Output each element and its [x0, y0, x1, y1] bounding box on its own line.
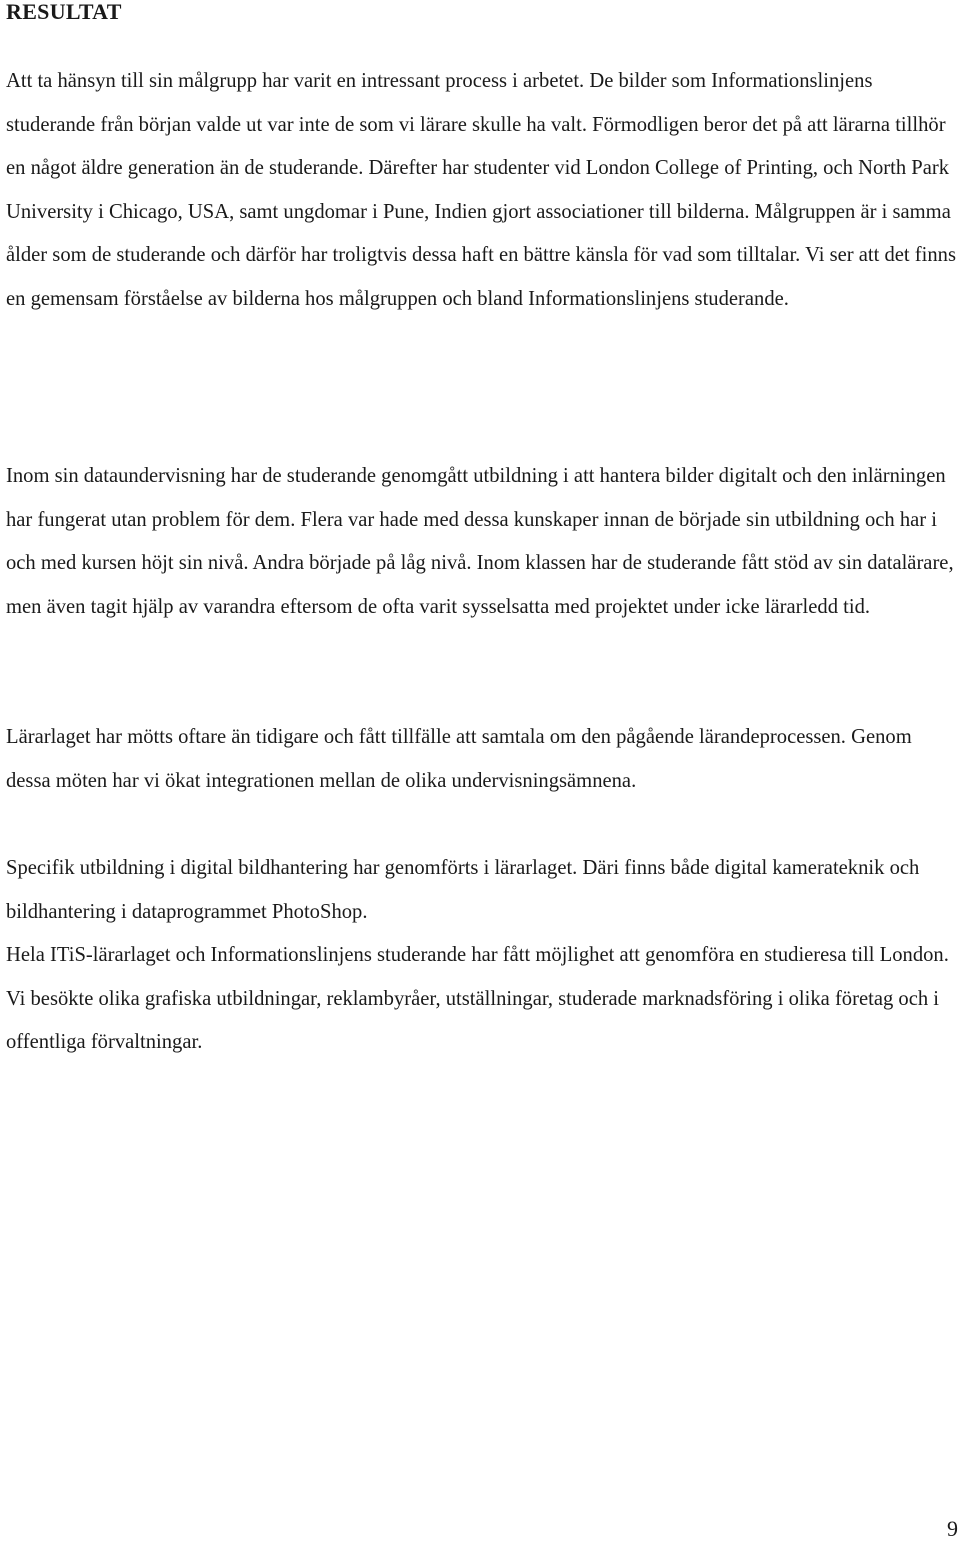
paragraph-teacher-team: Lärarlaget har mötts oftare än tidigare och fått tillfälle att samtala om den pågående lärandeprocessen. Genom dessa möten har vi ökat integrationen mellan de olika undervisningsämnena. [6, 726, 912, 792]
paragraph-data-education: Inom sin dataundervisning har de studerande genomgått utbildning i att hantera bilder digitalt och den inlärningen har fungerat utan problem för dem. Flera var hade med dessa kunskaper innan de började sin utbildning och har i och med kursen höjt sin nivå. Andra började på låg nivå. Inom klassen har de studerande fått stöd av sin datalärare, men även tagit hjälp av varandra eftersom de ofta varit sysselsatta med projektet under icke lärarledd tid. [6, 465, 954, 618]
paragraph-target-group: Att ta hänsyn till sin målgrupp har varit en intressant process i arbetet. De bilder som Informationslinjens studerande från början valde ut var inte de som vi lärare skulle ha valt. Förmodligen beror det på att lärarna tillhör en något äldre generation än de studerande. Därefter har studenter vid London College of Printing, och North Park University i Chicago, USA, samt ungdomar i Pune, Indien gjort associationer till bilderna. Målgruppen är i samma ålder som de studerande och därför har troligtvis dessa haft en bättre känsla för vad som tilltalar. Vi ser att det finns en gemensam förståelse av bilderna hos målgruppen och bland Informationslinjens studerande. [6, 70, 956, 310]
page-number: 9 [947, 1516, 958, 1541]
section-heading: RESULTAT [6, 0, 122, 24]
paragraph-study-trip: Hela ITiS-lärarlaget och Informationslinjens studerande har fått möjlighet att genomföra en studieresa till London. Vi besökte olika grafiska utbildningar, reklambyråer, utställningar, studerade marknadsföring i olika företag och i offentliga förvaltningar. [6, 944, 949, 1054]
paragraph-digital-training: Specifik utbildning i digital bildhantering har genomförts i lärarlaget. Däri finns både digital kamerateknik och bildhantering i dataprogrammet PhotoShop. [6, 857, 920, 923]
